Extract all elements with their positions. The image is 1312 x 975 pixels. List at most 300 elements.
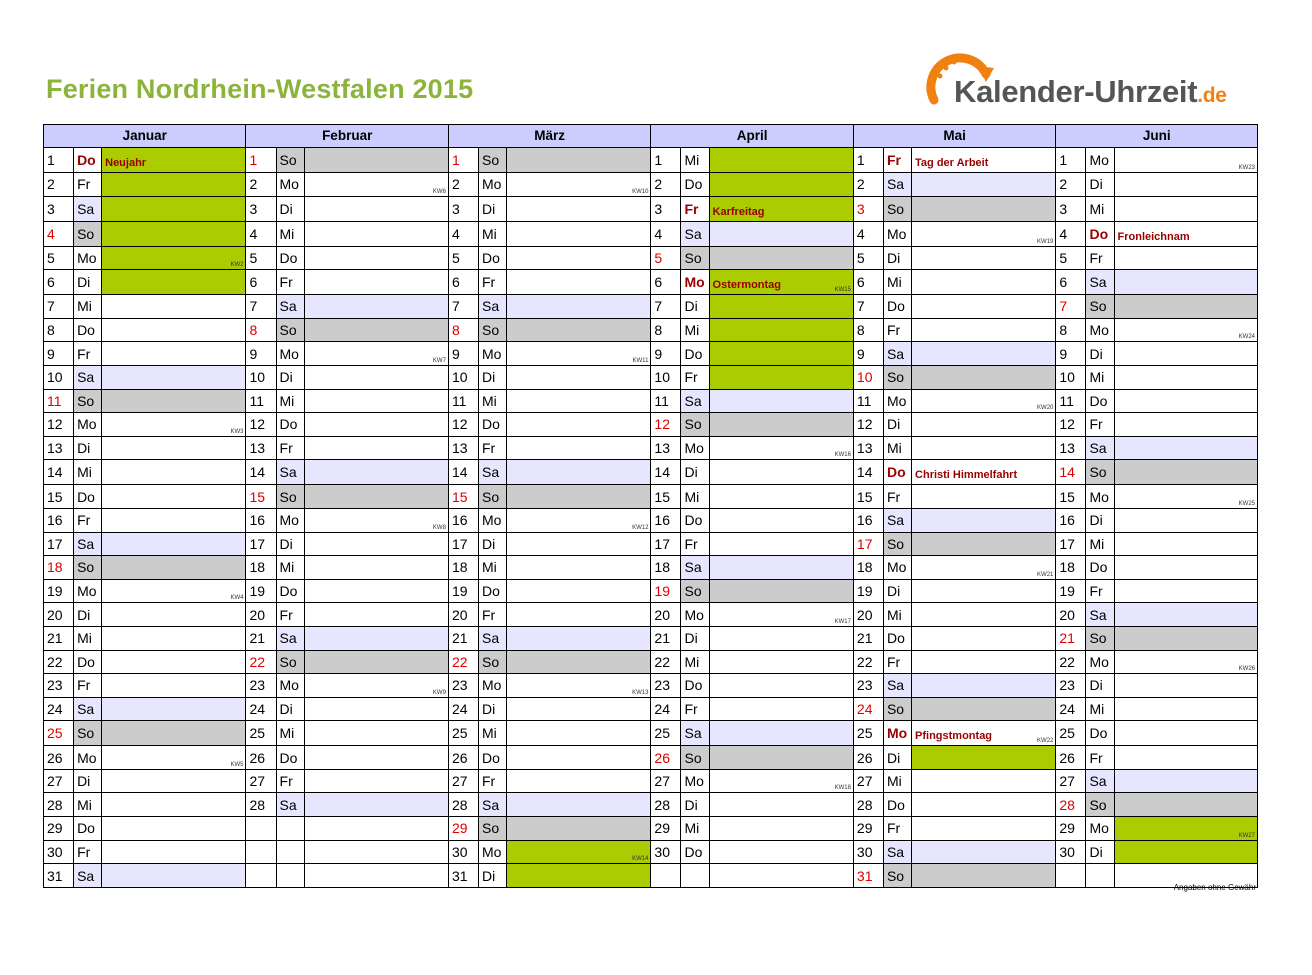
weekday-name: Di [681, 295, 709, 319]
day-note-cell [912, 840, 1056, 864]
day-note-cell [912, 556, 1056, 580]
day-note-cell [304, 485, 448, 509]
day-row [44, 579, 1258, 603]
weekday-name: Fr [74, 674, 102, 698]
weekday-name: Di [276, 365, 304, 389]
day-number: 16 [651, 508, 681, 532]
day-note-cell [709, 342, 853, 366]
weekday-name: So [74, 221, 102, 246]
day-row [44, 650, 1258, 674]
day-number: 4 [44, 221, 74, 246]
weekday-name: Mi [681, 650, 709, 674]
day-number [246, 840, 276, 864]
day-number: 6 [651, 270, 681, 295]
day-note-cell [1114, 389, 1257, 413]
day-number: 11 [651, 389, 681, 413]
day-number: 20 [853, 603, 883, 627]
day-note-cell [912, 342, 1056, 366]
weekday-name: Fr [883, 485, 911, 509]
weekday-name: So [276, 485, 304, 509]
day-number: 27 [44, 769, 74, 793]
weekday-name: Sa [276, 460, 304, 485]
weekday-name: Fr [276, 603, 304, 627]
day-number: 16 [44, 508, 74, 532]
day-number: 2 [651, 173, 681, 197]
day-note-cell [102, 460, 246, 485]
day-number: 17 [853, 532, 883, 556]
day-row [44, 508, 1258, 532]
weekday-name: Sa [681, 389, 709, 413]
weekday-name: Do [74, 318, 102, 342]
day-number: 30 [448, 840, 478, 864]
day-note-cell [304, 460, 448, 485]
day-number: 31 [448, 864, 478, 888]
day-note-cell [709, 697, 853, 721]
day-note-cell [304, 817, 448, 841]
day-number: 13 [853, 436, 883, 460]
month-header: Januar [44, 125, 246, 148]
weekday-name: Mi [1086, 196, 1114, 221]
day-number: 15 [448, 485, 478, 509]
day-number: 11 [448, 389, 478, 413]
day-number: 10 [44, 365, 74, 389]
day-note-cell [304, 365, 448, 389]
weekday-name: So [276, 650, 304, 674]
day-number: 20 [448, 603, 478, 627]
day-note-cell [709, 817, 853, 841]
day-number: 28 [44, 793, 74, 817]
day-note-cell [304, 864, 448, 888]
day-number: 22 [853, 650, 883, 674]
day-number: 5 [44, 246, 74, 270]
day-number: 27 [246, 769, 276, 793]
logo-tld: .de [1197, 84, 1227, 107]
month-header: März [448, 125, 650, 148]
weekday-name: So [479, 148, 507, 173]
calendar-week-label: KW16 [834, 452, 851, 459]
day-note-cell [507, 532, 651, 556]
day-note-cell [507, 436, 651, 460]
weekday-name: Mi [276, 389, 304, 413]
day-note-cell [912, 318, 1056, 342]
kalender-uhrzeit-logo[interactable] [920, 44, 1250, 114]
weekday-name: Fr [479, 270, 507, 295]
weekday-name: Mi [479, 221, 507, 246]
day-note-cell [709, 746, 853, 770]
weekday-name: Fr [74, 173, 102, 197]
day-number: 31 [44, 864, 74, 888]
day-note-cell [912, 508, 1056, 532]
weekday-name: Di [276, 532, 304, 556]
day-note-cell [102, 840, 246, 864]
day-number: 23 [448, 674, 478, 698]
weekday-name: Mo [276, 508, 304, 532]
month-header: April [651, 125, 853, 148]
weekday-name: Fr [74, 342, 102, 366]
day-note-cell [1114, 295, 1257, 319]
weekday-name: Mi [276, 221, 304, 246]
weekday-name: Do [1086, 389, 1114, 413]
weekday-name: Mi [883, 436, 911, 460]
day-number: 9 [853, 342, 883, 366]
weekday-name: Di [74, 603, 102, 627]
weekday-name: Mi [1086, 697, 1114, 721]
day-number: 7 [651, 295, 681, 319]
day-note-cell [102, 579, 246, 603]
day-number: 19 [853, 579, 883, 603]
weekday-name: Do [74, 148, 102, 173]
calendar-week-label: KW24 [1238, 334, 1255, 341]
day-number: 7 [853, 295, 883, 319]
day-number: 5 [651, 246, 681, 270]
day-number: 14 [448, 460, 478, 485]
day-note-cell [912, 148, 1056, 173]
weekday-name: Fr [681, 532, 709, 556]
day-number: 12 [853, 413, 883, 437]
day-number: 19 [1056, 579, 1086, 603]
day-note-cell [709, 221, 853, 246]
day-row [44, 173, 1258, 197]
weekday-name: Di [1086, 508, 1114, 532]
day-note-cell [709, 769, 853, 793]
day-number: 12 [448, 413, 478, 437]
day-number: 22 [651, 650, 681, 674]
calendar-week-label: KW4 [230, 595, 244, 602]
day-note-cell [1114, 697, 1257, 721]
day-number: 18 [448, 556, 478, 580]
month-header-row [44, 125, 1258, 148]
weekday-name: Do [74, 650, 102, 674]
day-number: 13 [1056, 436, 1086, 460]
day-note-cell [507, 246, 651, 270]
weekday-name: Fr [479, 436, 507, 460]
day-note-cell [507, 365, 651, 389]
day-number: 26 [1056, 746, 1086, 770]
day-note-cell [507, 626, 651, 650]
day-note-cell [102, 389, 246, 413]
day-note-cell [912, 817, 1056, 841]
day-number: 18 [44, 556, 74, 580]
day-number: 22 [1056, 650, 1086, 674]
day-number: 21 [1056, 626, 1086, 650]
weekday-name: So [1086, 793, 1114, 817]
day-note-cell [912, 650, 1056, 674]
weekday-name: Di [74, 270, 102, 295]
day-note-cell [709, 626, 853, 650]
day-number: 21 [44, 626, 74, 650]
day-number: 27 [651, 769, 681, 793]
day-note-cell [507, 840, 651, 864]
day-number: 11 [853, 389, 883, 413]
weekday-name: Do [883, 626, 911, 650]
day-note-cell [912, 196, 1056, 221]
weekday-name: Fr [1086, 746, 1114, 770]
calendar-week-label: KW2 [230, 262, 244, 269]
day-number: 5 [1056, 246, 1086, 270]
weekday-name [276, 864, 304, 888]
day-note-cell [507, 485, 651, 509]
weekday-name: Do [681, 840, 709, 864]
day-row [44, 817, 1258, 841]
day-number: 10 [448, 365, 478, 389]
day-number: 20 [651, 603, 681, 627]
day-number: 10 [853, 365, 883, 389]
weekday-name: Do [681, 173, 709, 197]
day-number: 23 [1056, 674, 1086, 698]
day-note-cell [507, 674, 651, 698]
day-note-cell [304, 769, 448, 793]
day-note-cell [102, 173, 246, 197]
day-number: 3 [1056, 196, 1086, 221]
day-note-cell [507, 769, 651, 793]
day-note-cell [912, 389, 1056, 413]
weekday-name: Sa [74, 864, 102, 888]
day-number: 17 [44, 532, 74, 556]
day-note-cell [304, 532, 448, 556]
day-number: 3 [44, 196, 74, 221]
day-note-cell [102, 746, 246, 770]
day-note-cell [1114, 270, 1257, 295]
day-note-cell [709, 413, 853, 437]
weekday-name: So [883, 697, 911, 721]
day-note-cell [709, 532, 853, 556]
day-note-cell [1114, 650, 1257, 674]
day-number: 4 [1056, 221, 1086, 246]
day-row [44, 746, 1258, 770]
weekday-name: Mo [276, 342, 304, 366]
day-number: 26 [651, 746, 681, 770]
day-number: 3 [246, 196, 276, 221]
day-number: 23 [651, 674, 681, 698]
day-number: 8 [853, 318, 883, 342]
day-number: 7 [44, 295, 74, 319]
day-number: 27 [853, 769, 883, 793]
weekday-name: Mi [1086, 532, 1114, 556]
day-number [246, 817, 276, 841]
weekday-name: Do [74, 817, 102, 841]
day-note-cell [1114, 413, 1257, 437]
weekday-name: Fr [479, 769, 507, 793]
calendar-week-label: KW8 [432, 524, 446, 531]
day-note-cell [912, 365, 1056, 389]
day-note-cell [102, 295, 246, 319]
day-note-cell [304, 793, 448, 817]
day-note-cell [709, 295, 853, 319]
weekday-name: Sa [883, 840, 911, 864]
day-number: 19 [246, 579, 276, 603]
day-number: 18 [651, 556, 681, 580]
weekday-name: Di [883, 746, 911, 770]
day-note-cell [709, 650, 853, 674]
weekday-name: Sa [479, 793, 507, 817]
weekday-name: So [1086, 295, 1114, 319]
day-row [44, 603, 1258, 627]
day-note-cell [912, 532, 1056, 556]
day-row [44, 196, 1258, 221]
day-note-cell [304, 342, 448, 366]
calendar-week-label: KW15 [834, 287, 851, 294]
day-number: 14 [44, 460, 74, 485]
day-number: 15 [1056, 485, 1086, 509]
day-note-cell [304, 318, 448, 342]
day-number: 14 [246, 460, 276, 485]
day-number: 28 [853, 793, 883, 817]
holiday-name: Ostermontag [712, 279, 782, 292]
weekday-name: Fr [276, 436, 304, 460]
day-note-cell [304, 173, 448, 197]
day-note-cell [1114, 196, 1257, 221]
day-number: 14 [1056, 460, 1086, 485]
day-note-cell [304, 246, 448, 270]
day-row [44, 389, 1258, 413]
day-number: 25 [853, 721, 883, 746]
day-note-cell [507, 460, 651, 485]
day-note-cell [304, 556, 448, 580]
day-number: 25 [246, 721, 276, 746]
day-number: 9 [651, 342, 681, 366]
weekday-name: So [276, 318, 304, 342]
day-number: 22 [44, 650, 74, 674]
day-number: 24 [1056, 697, 1086, 721]
day-row [44, 674, 1258, 698]
day-row [44, 556, 1258, 580]
weekday-name: Di [276, 196, 304, 221]
day-note-cell [507, 793, 651, 817]
weekday-name: Mo [1086, 650, 1114, 674]
calendar-week-label: KW27 [1238, 832, 1255, 839]
day-note-cell [1114, 840, 1257, 864]
day-note-cell [912, 295, 1056, 319]
day-note-cell [102, 626, 246, 650]
day-number: 18 [1056, 556, 1086, 580]
day-row [44, 460, 1258, 485]
day-number: 27 [1056, 769, 1086, 793]
day-note-cell [102, 508, 246, 532]
day-row [44, 342, 1258, 366]
day-number: 16 [853, 508, 883, 532]
weekday-name: Sa [74, 532, 102, 556]
weekday-name: Sa [681, 721, 709, 746]
day-number: 17 [651, 532, 681, 556]
day-number: 8 [44, 318, 74, 342]
day-number: 21 [246, 626, 276, 650]
weekday-name [681, 864, 709, 888]
weekday-name: Mo [681, 270, 709, 295]
day-note-cell [1114, 246, 1257, 270]
day-number: 7 [1056, 295, 1086, 319]
weekday-name: Sa [74, 365, 102, 389]
weekday-name: Mo [1086, 485, 1114, 509]
weekday-name: Mo [74, 413, 102, 437]
weekday-name: Di [479, 697, 507, 721]
day-number: 15 [651, 485, 681, 509]
day-number: 25 [44, 721, 74, 746]
day-number: 1 [246, 148, 276, 173]
day-note-cell [102, 817, 246, 841]
weekday-name: Fr [74, 508, 102, 532]
weekday-name: Do [681, 674, 709, 698]
day-note-cell [912, 270, 1056, 295]
day-note-cell [102, 436, 246, 460]
day-number: 25 [1056, 721, 1086, 746]
day-note-cell [102, 697, 246, 721]
weekday-name: Sa [883, 674, 911, 698]
day-number: 20 [1056, 603, 1086, 627]
day-row [44, 221, 1258, 246]
day-number: 19 [44, 579, 74, 603]
day-number: 28 [651, 793, 681, 817]
weekday-name: Mo [681, 603, 709, 627]
day-note-cell [709, 365, 853, 389]
weekday-name: Mo [883, 556, 911, 580]
day-note-cell [709, 173, 853, 197]
weekday-name: Do [276, 413, 304, 437]
day-note-cell [1114, 318, 1257, 342]
day-number: 14 [853, 460, 883, 485]
day-note-cell [102, 270, 246, 295]
day-note-cell [709, 721, 853, 746]
day-note-cell [102, 246, 246, 270]
day-number: 3 [448, 196, 478, 221]
day-note-cell [304, 721, 448, 746]
day-number: 1 [651, 148, 681, 173]
weekday-name: Mi [479, 389, 507, 413]
day-number: 26 [448, 746, 478, 770]
day-row [44, 532, 1258, 556]
weekday-name: So [479, 650, 507, 674]
day-number: 21 [651, 626, 681, 650]
weekday-name: Mo [276, 674, 304, 698]
day-note-cell [304, 148, 448, 173]
weekday-name: Fr [883, 650, 911, 674]
weekday-name: Sa [883, 173, 911, 197]
day-number: 4 [448, 221, 478, 246]
weekday-name: Sa [276, 793, 304, 817]
weekday-name: So [883, 864, 911, 888]
weekday-name: Di [883, 579, 911, 603]
weekday-name: Do [479, 413, 507, 437]
day-note-cell [709, 603, 853, 627]
weekday-name: Fr [1086, 246, 1114, 270]
weekday-name: Fr [276, 769, 304, 793]
day-row [44, 485, 1258, 509]
day-note-cell [304, 295, 448, 319]
weekday-name: Sa [1086, 769, 1114, 793]
day-note-cell [1114, 460, 1257, 485]
day-number: 24 [651, 697, 681, 721]
weekday-name: Mo [479, 840, 507, 864]
day-number: 17 [246, 532, 276, 556]
day-note-cell [304, 674, 448, 698]
calendar-table [43, 124, 1258, 888]
weekday-name: So [479, 485, 507, 509]
day-row [44, 413, 1258, 437]
weekday-name: Mi [681, 148, 709, 173]
day-note-cell [709, 840, 853, 864]
day-number: 19 [448, 579, 478, 603]
day-number: 15 [246, 485, 276, 509]
weekday-name: Fr [681, 365, 709, 389]
day-number: 4 [853, 221, 883, 246]
day-number: 28 [246, 793, 276, 817]
calendar-week-label: KW17 [834, 618, 851, 625]
day-note-cell [304, 436, 448, 460]
day-number: 26 [853, 746, 883, 770]
weekday-name: Mi [1086, 365, 1114, 389]
day-note-cell [507, 508, 651, 532]
day-note-cell [102, 721, 246, 746]
weekday-name: Mo [681, 436, 709, 460]
